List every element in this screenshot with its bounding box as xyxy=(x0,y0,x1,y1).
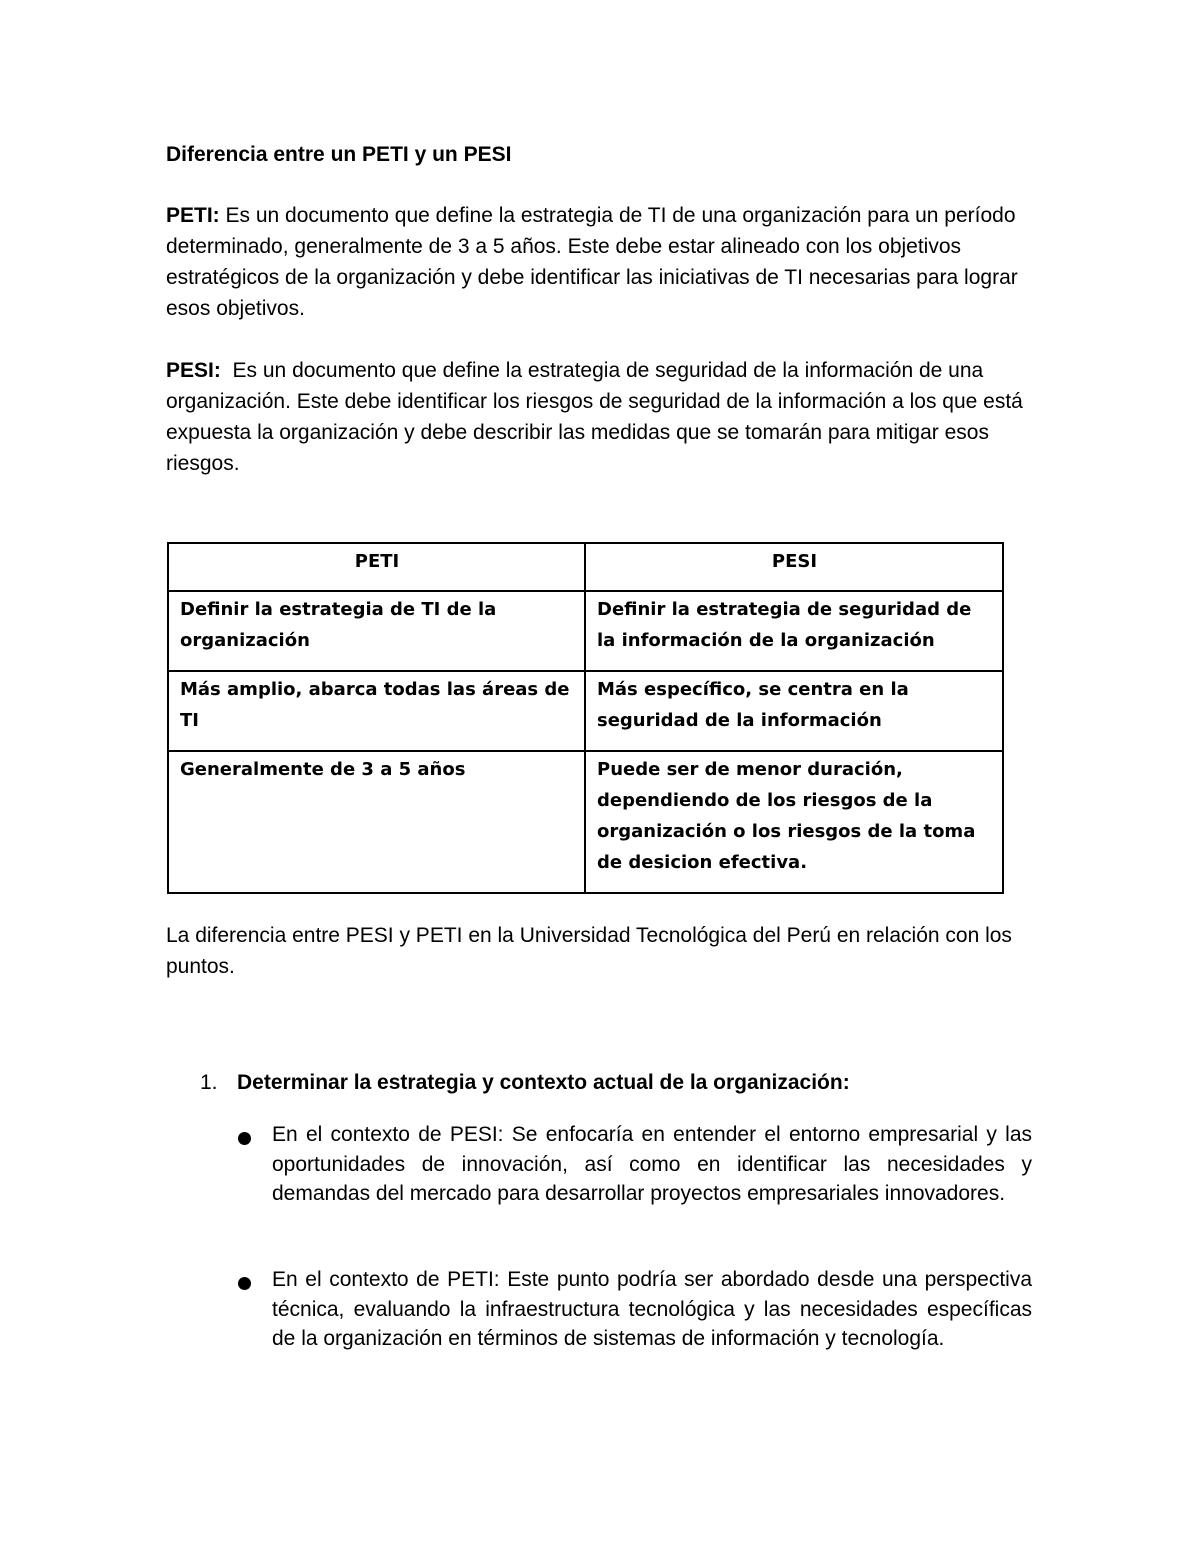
pesi-definition-paragraph xyxy=(166,355,1046,479)
table-row xyxy=(168,671,1003,751)
table-cell-pesi: Más específico, se centra en la seguridad de la información xyxy=(585,671,1003,751)
pesi-label: PESI: xyxy=(166,359,221,382)
table-header-pesi: PESI xyxy=(585,543,1003,591)
table-row xyxy=(168,751,1003,893)
comparison-table xyxy=(167,542,1004,894)
list-item-number: 1. xyxy=(200,1071,218,1094)
peti-definition-paragraph xyxy=(166,200,1046,324)
table-cell-pesi: Puede ser de menor duración, dependiendo de los riesgos de la organización o los riesgos de la toma de desicion efectiva. xyxy=(585,751,1003,893)
bullet-item-peti-context: En el contexto de PETI: Este punto podría ser abordado desde una perspectiva técnica, evaluando la infraestructura tecnológica y las necesidades específicas de la organización en términos de sistemas de información y tecnología. xyxy=(272,1268,1032,1350)
table-cell-pesi: Definir la estrategia de seguridad de la información de la organización xyxy=(585,591,1003,671)
bullet-dot-icon xyxy=(238,1277,251,1290)
table-row xyxy=(168,591,1003,671)
peti-definition-text: Es un documento que define la estrategia de TI de una organización para un período determinado, generalmente de 3 a 5 años. Este debe estar alineado con los objetivos estratégicos de la organización y debe identificar las iniciativas de TI necesarias para lograr esos objetivos. xyxy=(166,204,1018,320)
bullet-item-pesi-context: En el contexto de PESI: Se enfocaría en entender el entorno empresarial y las oportunidades de innovación, así como en identificar las necesidades y demandas del mercado para desarrollar proyectos empresariales innovadores. xyxy=(272,1123,1032,1205)
table-cell-peti: Definir la estrategia de TI de la organización xyxy=(168,591,585,671)
table-header-row xyxy=(168,543,1003,591)
table-header-peti: PETI xyxy=(168,543,585,591)
peti-label: PETI: xyxy=(166,204,220,227)
list-item-heading: Determinar la estrategia y contexto actual de la organización: xyxy=(237,1071,850,1094)
document-title: Diferencia entre un PETI y un PESI xyxy=(166,143,512,166)
table-cell-peti: Más amplio, abarca todas las áreas de TI xyxy=(168,671,585,751)
difference-paragraph: La diferencia entre PESI y PETI en la Universidad Tecnológica del Perú en relación con los puntos. xyxy=(166,924,1012,978)
table-cell-peti: Generalmente de 3 a 5 años xyxy=(168,751,585,893)
bullet-dot-icon xyxy=(238,1132,251,1145)
pesi-definition-text: Es un documento que define la estrategia de seguridad de la información de una organización. Este debe identificar los riesgos de seguridad de la información a los que está expuesta la organización y debe describir las medidas que se tomarán para mitigar esos riesgos. xyxy=(166,359,1029,475)
